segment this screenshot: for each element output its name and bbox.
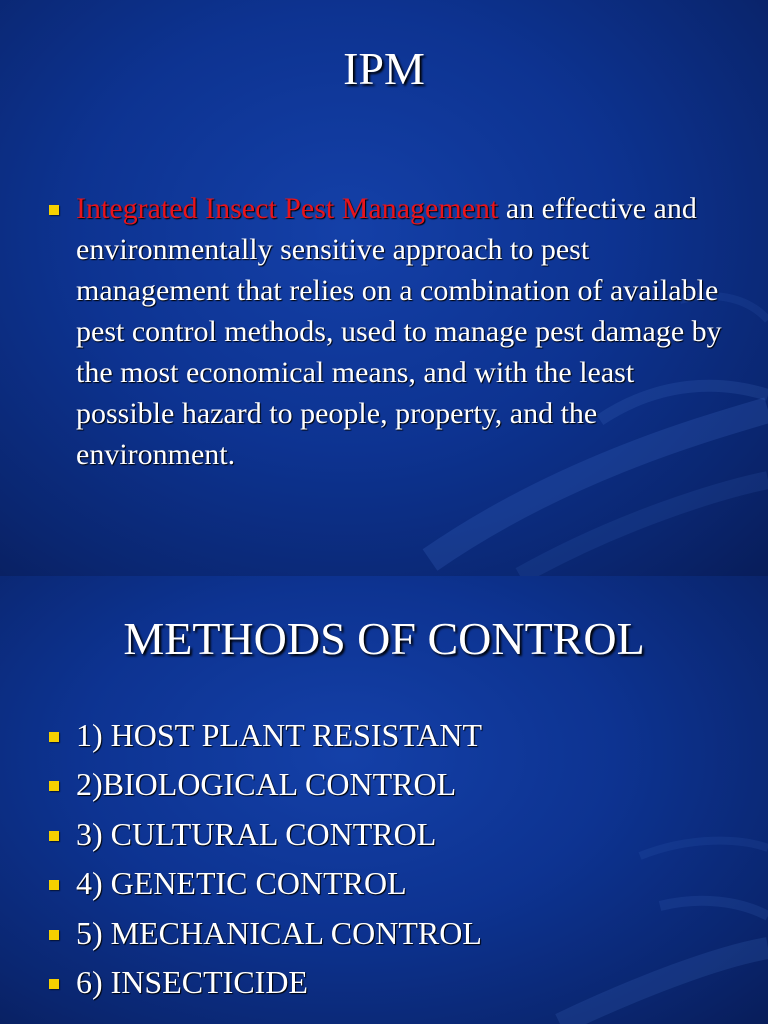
square-bullet-icon (49, 831, 59, 841)
slide-title: IPM (343, 43, 425, 94)
list-item (0, 909, 768, 958)
definition-text: an effective and environmentally sensitive approach to pest management that relies on a combination of available pest control methods, used to manage pest damage by the most economical means, and with the least possible hazard to people, property, and the environment. (76, 192, 722, 471)
methods-list (0, 711, 768, 1007)
highlight-term: Integrated Insect Pest Management (76, 192, 499, 225)
slide-methods (0, 576, 768, 1024)
definition-paragraph (76, 188, 726, 475)
method-label: 6) INSECTICIDE (76, 963, 308, 1000)
list-item (0, 958, 768, 1007)
method-label: 1) HOST PLANT RESISTANT (76, 717, 483, 753)
square-bullet-icon (49, 930, 59, 940)
list-item (0, 760, 768, 809)
slide-title: METHODS OF CONTROL (123, 613, 645, 664)
method-label: 5) MECHANICAL CONTROL (76, 914, 482, 951)
method-label: 3) CULTURAL CONTROL (76, 815, 437, 852)
list-item (0, 859, 768, 908)
method-label: 4) GENETIC CONTROL (76, 865, 407, 902)
square-bullet-icon (49, 781, 59, 791)
list-item (0, 711, 768, 760)
square-bullet-icon (49, 880, 59, 890)
method-label: 2)BIOLOGICAL CONTROL (76, 766, 457, 803)
list-item (0, 810, 768, 859)
square-bullet-icon (49, 205, 59, 215)
square-bullet-icon (49, 979, 59, 989)
square-bullet-icon (49, 732, 59, 742)
